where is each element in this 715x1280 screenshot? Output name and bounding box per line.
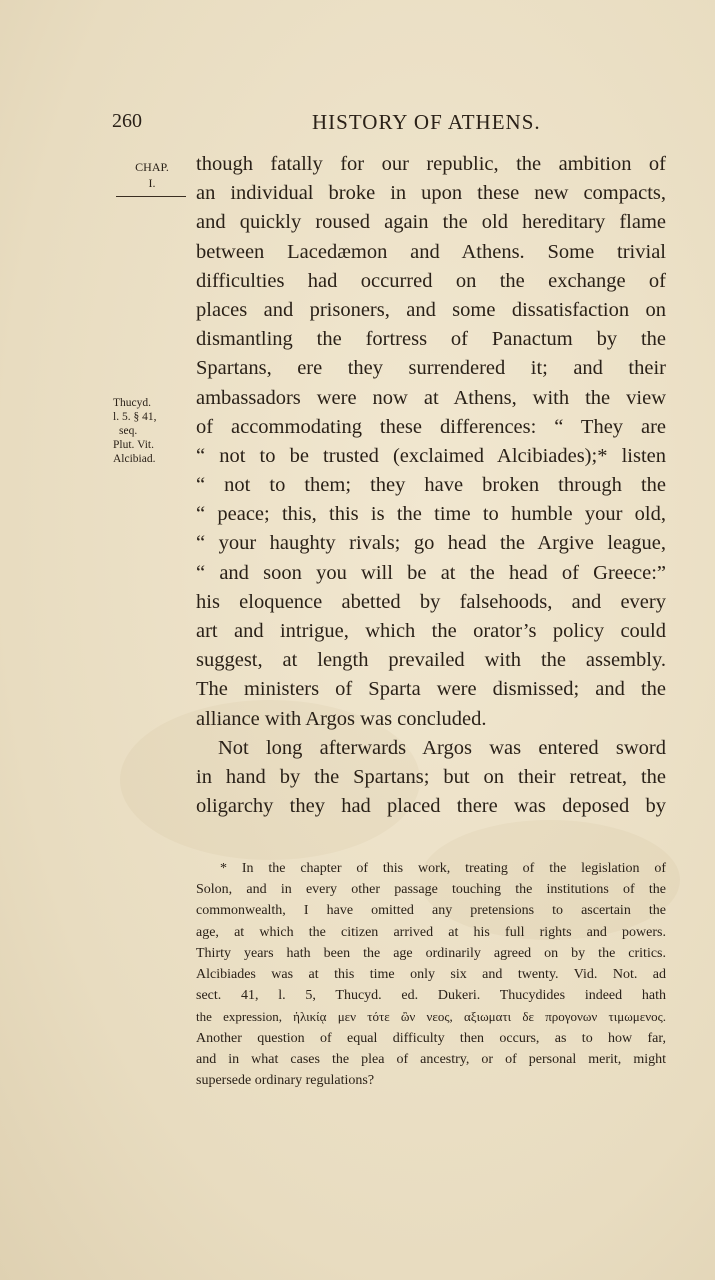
text-line: Spartans, ere they surrendered it; and their bbox=[196, 357, 666, 380]
page-number: 260 bbox=[112, 110, 142, 132]
chapter-number: I. bbox=[148, 176, 156, 190]
page-header bbox=[112, 110, 672, 138]
text-line: in hand by the Spartans; but on their retreat, the bbox=[196, 765, 666, 788]
footnote-line: * In the chapter of this work, treating of the legislation of bbox=[220, 861, 666, 876]
text-line: “ peace; this, this is the time to humble your old, bbox=[196, 503, 666, 526]
margin-note-line: seq. bbox=[119, 425, 138, 437]
text-line: art and intrigue, which the orator’s policy could bbox=[196, 620, 666, 642]
text-line: The ministers of Sparta were dismissed; and the bbox=[196, 678, 666, 701]
footnote-line: the expression, ἡλικίᾳ μεν τότε ὢν νεος, αξιωματι δε προγονων τιμωμενος. bbox=[196, 1009, 666, 1025]
footnote-line: supersede ordinary regulations? bbox=[196, 1072, 375, 1088]
footnote bbox=[196, 858, 666, 1091]
footnote-line: Solon, and in every other passage touching the institutions of the bbox=[196, 882, 666, 898]
text-line: suggest, at length prevailed with the assembly. bbox=[196, 649, 666, 672]
text-line: “ not to them; they have broken through the bbox=[196, 474, 666, 497]
text-line: “ your haughty rivals; go head the Argive league, bbox=[196, 532, 666, 555]
text-line: places and prisoners, and some dissatisfaction on bbox=[196, 298, 666, 321]
text-line: ambassadors were now at Athens, with the view bbox=[196, 386, 666, 409]
footnote-line: Thirty years hath been the age ordinarily agreed on by the critics. bbox=[196, 945, 666, 961]
text-line: Not long afterwards Argos was entered sword bbox=[218, 736, 666, 759]
footnote-line: Another question of equal difficulty then occurs, as to how far, bbox=[196, 1030, 666, 1046]
chapter-marker bbox=[122, 159, 182, 191]
text-line: though fatally for our republic, the ambition of bbox=[196, 153, 666, 175]
footnote-line: commonwealth, I have omitted any pretensions to ascertain the bbox=[196, 903, 666, 919]
text-line: dismantling the fortress of Panactum by the bbox=[196, 328, 666, 351]
text-line: his eloquence abetted by falsehoods, and every bbox=[196, 590, 666, 613]
margin-note-line: Plut. Vit. bbox=[113, 439, 154, 451]
footnote-line: sect. 41, l. 5, Thucyd. ed. Dukeri. Thucydides indeed hath bbox=[196, 988, 666, 1004]
text-line: and quickly roused again the old hereditary flame bbox=[196, 211, 666, 234]
margin-note-line: Alcibiad. bbox=[113, 453, 156, 465]
text-line: of accommodating these differences: “ They are bbox=[196, 415, 666, 438]
margin-note-line: Thucyd. bbox=[113, 397, 152, 409]
footnote-line: age, at which the citizen arrived at his full rights and powers. bbox=[196, 924, 666, 940]
text-line: “ and soon you will be at the head of Greece:” bbox=[196, 561, 666, 584]
text-line: alliance with Argos was concluded. bbox=[196, 707, 487, 730]
margin-note bbox=[113, 396, 193, 466]
margin-note-line: l. 5. § 41, bbox=[113, 411, 157, 423]
footnote-line: Alcibiades was at this time only six and twenty. Vid. Not. ad bbox=[196, 966, 666, 982]
chapter-rule bbox=[116, 196, 186, 197]
text-line: “ not to be trusted (exclaimed Alcibiades);* listen bbox=[196, 444, 666, 467]
text-line: between Lacedæmon and Athens. Some trivial bbox=[196, 240, 666, 263]
text-line: difficulties had occurred on the exchange of bbox=[196, 269, 666, 292]
running-head: HISTORY OF ATHENS. bbox=[312, 110, 541, 134]
chapter-label: CHAP. bbox=[135, 160, 169, 174]
text-line: an individual broke in upon these new compacts, bbox=[196, 182, 666, 205]
text-line: oligarchy they had placed there was deposed by bbox=[196, 795, 666, 818]
footnote-line: and in what cases the plea of ancestry, or of personal merit, might bbox=[196, 1051, 666, 1067]
main-text bbox=[196, 150, 666, 821]
